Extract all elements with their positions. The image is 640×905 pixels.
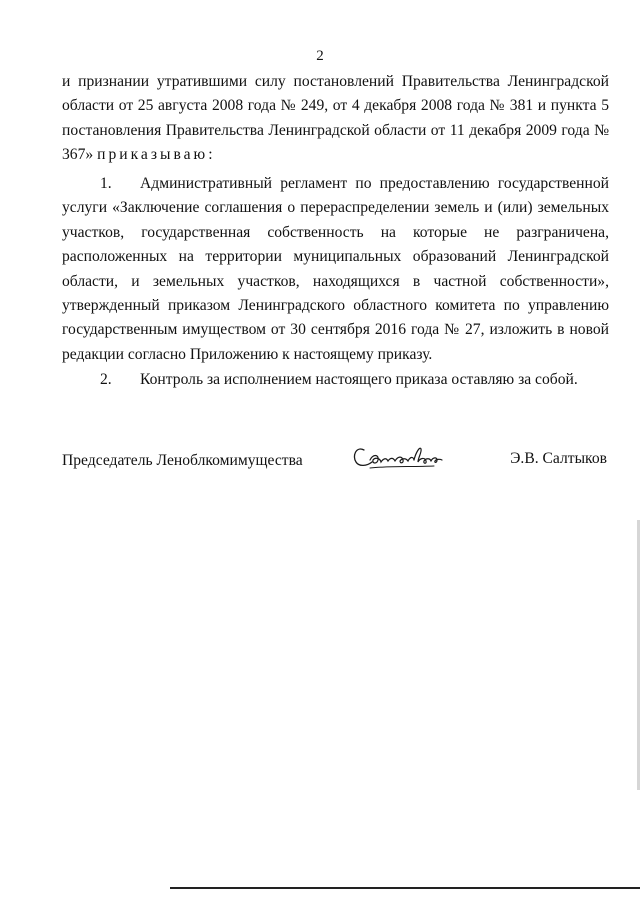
item-1-line: утвержденный приказом Ленинградского областного комитета по управлению — [62, 296, 609, 314]
item-1-line: расположенных на территории муниципальных образований Ленинградской — [62, 248, 609, 266]
intro-line-start: 367» — [62, 146, 94, 164]
item-1-number: 1. — [100, 175, 112, 192]
item-1-line: Административный регламент по предоставлению государственной — [140, 175, 609, 192]
item-2-paragraph — [62, 368, 609, 392]
item-1-line: области, и земельных участков, находящихся в частной собственности», — [62, 272, 609, 290]
item-2-line — [62, 368, 609, 392]
intro-line: постановления Правительства Ленинградской области от 11 декабря 2009 года № — [62, 121, 609, 139]
scan-bottom-edge — [170, 887, 640, 889]
signature-block — [62, 440, 607, 480]
intro-line — [62, 143, 609, 167]
order-word: приказываю: — [97, 146, 216, 164]
intro-line: и признании утратившими силу постановлений Правительства Ленинградской — [62, 73, 609, 90]
item-1-line: государственным имуществом от 30 сентября 2016 года № 27, изложить в новой — [62, 321, 609, 339]
intro-line: области от 25 августа 2008 года № 249, от 4 декабря 2008 года № 381 и пункта 5 — [62, 97, 609, 115]
intro-paragraph — [62, 70, 609, 168]
item-1-paragraph — [62, 172, 609, 367]
item-2-text: Контроль за исполнением настоящего приказа оставляю за собой. — [140, 371, 578, 388]
item-1-line: редакции согласно Приложению к настоящему приказу. — [62, 345, 433, 363]
item-1-line: участков, государственная собственность на которые не разграничена, — [62, 223, 609, 241]
page-number: 2 — [316, 48, 324, 64]
item-2-number: 2. — [100, 371, 112, 388]
signatory-title: Председатель Леноблкомимущества — [62, 452, 303, 469]
handwritten-signature — [350, 440, 450, 476]
item-1-first-line — [62, 172, 609, 196]
item-1-line: услуги «Заключение соглашения о перераспределении земель и (или) земельных — [62, 199, 609, 217]
signatory-name: Э.В. Салтыков — [510, 450, 607, 467]
